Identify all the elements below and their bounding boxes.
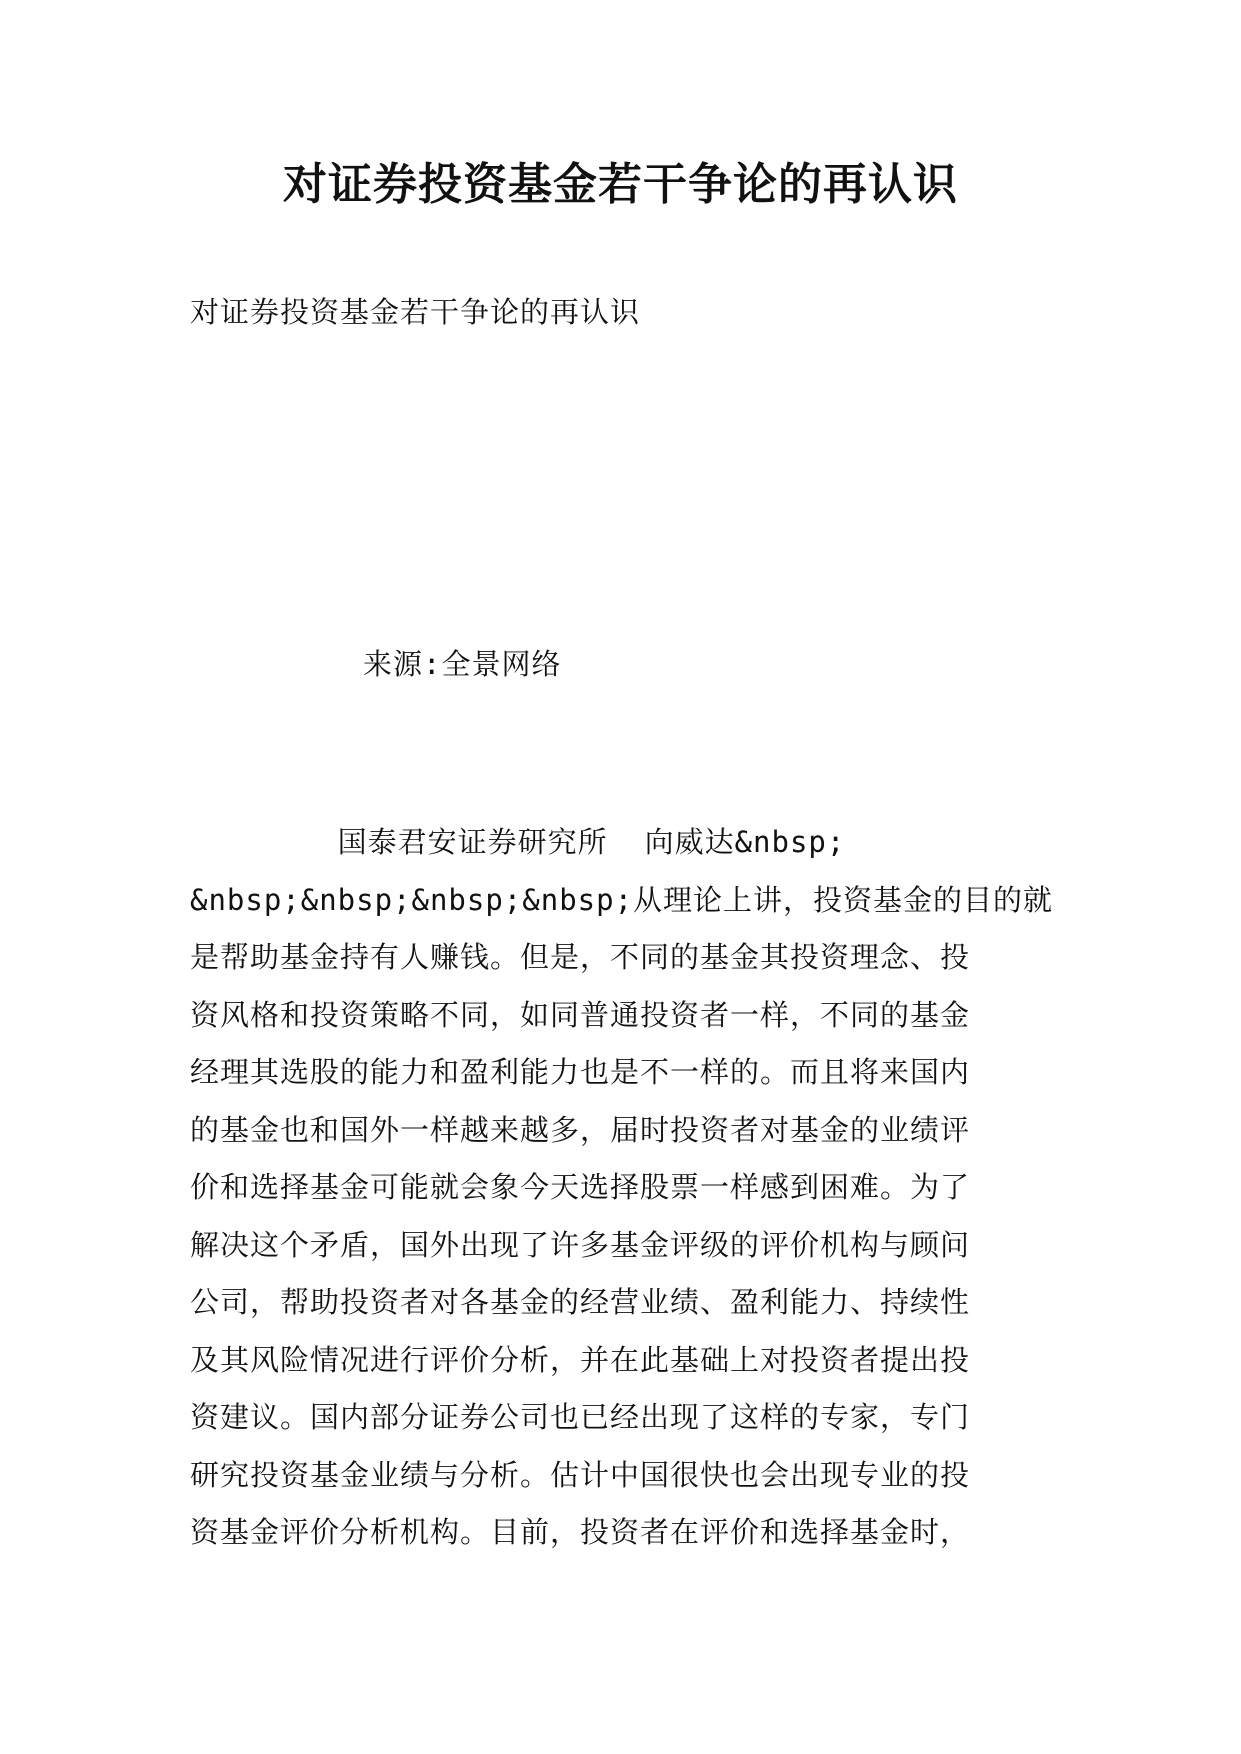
body-line: 及其风险情况进行评价分析，并在此基础上对投资者提出投 — [190, 1342, 971, 1377]
body-line: 资基金评价分析机构。目前，投资者在评价和选择基金时， — [190, 1515, 971, 1549]
body-line: &nbsp;&nbsp;&nbsp;&nbsp;从理论上讲，投资基金的目的就 — [190, 882, 1054, 917]
body-line: 国泰君安证券研究所 向威达&nbsp; — [190, 825, 846, 859]
document-title: 对证券投资基金若干争论的再认识 — [283, 159, 958, 210]
body-line: 价和选择基金可能就会象今天选择股票一样感到困难。为了 — [190, 1170, 971, 1204]
body-line: 资风格和投资策略不同，如同普通投资者一样，不同的基金 — [190, 997, 971, 1032]
body-line: 的基金也和国外一样越来越多，届时投资者对基金的业绩评 — [190, 1112, 971, 1147]
body-line: 经理其选股的能力和盈利能力也是不一样的。而且将来国内 — [190, 1055, 971, 1089]
document-subtitle: 对证券投资基金若干争论的再认识 — [190, 295, 641, 329]
body-line: 资建议。国内部分证券公司也已经出现了这样的专家，专门 — [190, 1400, 971, 1434]
body-line: 研究投资基金业绩与分析。估计中国很快也会出现专业的投 — [190, 1457, 971, 1492]
body-line: 解决这个矛盾，国外出现了许多基金评级的评价机构与顾问 — [190, 1227, 971, 1262]
source-line: 来源:全景网络 — [363, 647, 562, 681]
body-line: 是帮助基金持有人赚钱。但是，不同的基金其投资理念、投 — [190, 940, 971, 974]
body-paragraph — [190, 814, 1060, 1562]
body-line: 公司，帮助投资者对各基金的经营业绩、盈利能力、持续性 — [190, 1285, 971, 1319]
